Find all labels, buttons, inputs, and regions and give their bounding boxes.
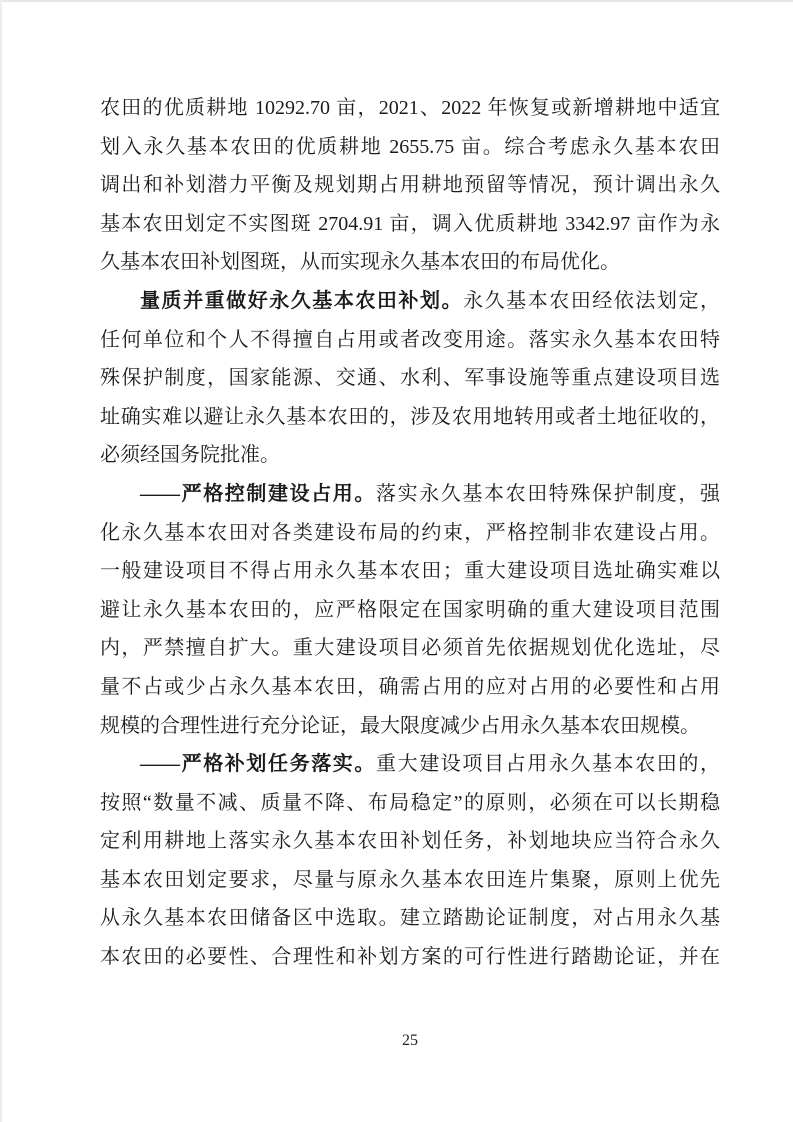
text-line: 按照“数量不减、质量不降、布局稳定”的原则，必须在可以长期稳	[100, 791, 720, 814]
text-line: 定利用耕地上落实永久基本农田补划任务，补划地块应当符合永久	[100, 830, 720, 853]
paragraph	[100, 745, 720, 977]
text-line: 量不占或少占永久基本农田，确需占用的应对占用的必要性和占用	[100, 675, 720, 698]
text-line: 内，严禁擅自扩大。重大建设项目必须首先依据规划优化选址，尽	[100, 637, 720, 660]
text-line: 任何单位和个人不得擅自占用或者改变用途。落实永久基本农田特	[100, 328, 720, 351]
paragraph-lead: ——严格控制建设占用。	[140, 482, 376, 505]
text-line: 基本农田划定不实图斑 2704.91 亩，调入优质耕地 3342.97 亩作为永	[100, 212, 720, 235]
text-line: 规模的合理性进行充分论证，最大限度减少占用永久基本农田规模。	[100, 714, 700, 737]
text-line	[100, 745, 720, 784]
text-line: 农田的优质耕地 10292.70 亩，2021、2022 年恢复或新增耕地中适宜	[100, 97, 720, 119]
text-line: 从永久基本农田储备区中选取。建立踏勘论证制度，对占用永久基	[100, 907, 720, 930]
page-edge-shadow-left	[0, 0, 2, 1122]
text-line: 本农田的必要性、合理性和补划方案的可行性进行踏勘论证，并在	[100, 946, 720, 969]
text-line: 划入永久基本农田的优质耕地 2655.75 亩。综合考虑永久基本农田	[100, 135, 720, 158]
text-line: 避让永久基本农田的，应严格限定在国家明确的重大建设项目范围	[100, 598, 720, 621]
text-line	[100, 282, 720, 321]
text-run: 落实永久基本农田特殊保护制度，强	[376, 482, 720, 505]
paragraph	[100, 475, 720, 745]
paragraph	[100, 89, 720, 282]
paragraph	[100, 282, 720, 475]
text-line	[100, 475, 720, 514]
text-run: 永久基本农田经依法划定，	[463, 289, 721, 312]
text-run: 重大建设项目占用永久基本农田的，	[376, 753, 720, 776]
body-text	[100, 89, 720, 977]
text-line: 殊保护制度，国家能源、交通、水利、军事设施等重点建设项目选	[100, 367, 720, 390]
paragraph-lead: ——严格补划任务落实。	[140, 753, 376, 776]
text-line: 久基本农田补划图斑，从而实现永久基本农田的布局优化。	[100, 251, 620, 274]
text-line: 一般建设项目不得占用永久基本农田；重大建设项目选址确实难以	[100, 560, 720, 583]
paragraph-lead: 量质并重做好永久基本农田补划。	[140, 289, 464, 312]
text-line: 必须经国务院批准。	[100, 444, 280, 467]
page-edge-shadow-top	[0, 0, 793, 2]
page-number: 25	[402, 1032, 418, 1049]
text-line: 址确实难以避让永久基本农田的，涉及农用地转用或者土地征收的，	[100, 405, 720, 428]
text-line: 化永久基本农田对各类建设布局的约束，严格控制非农建设占用。	[100, 521, 720, 544]
text-line: 基本农田划定要求，尽量与原永久基本农田连片集聚，原则上优先	[100, 868, 720, 891]
text-line: 调出和补划潜力平衡及规划期占用耕地预留等情况，预计调出永久	[100, 174, 720, 197]
